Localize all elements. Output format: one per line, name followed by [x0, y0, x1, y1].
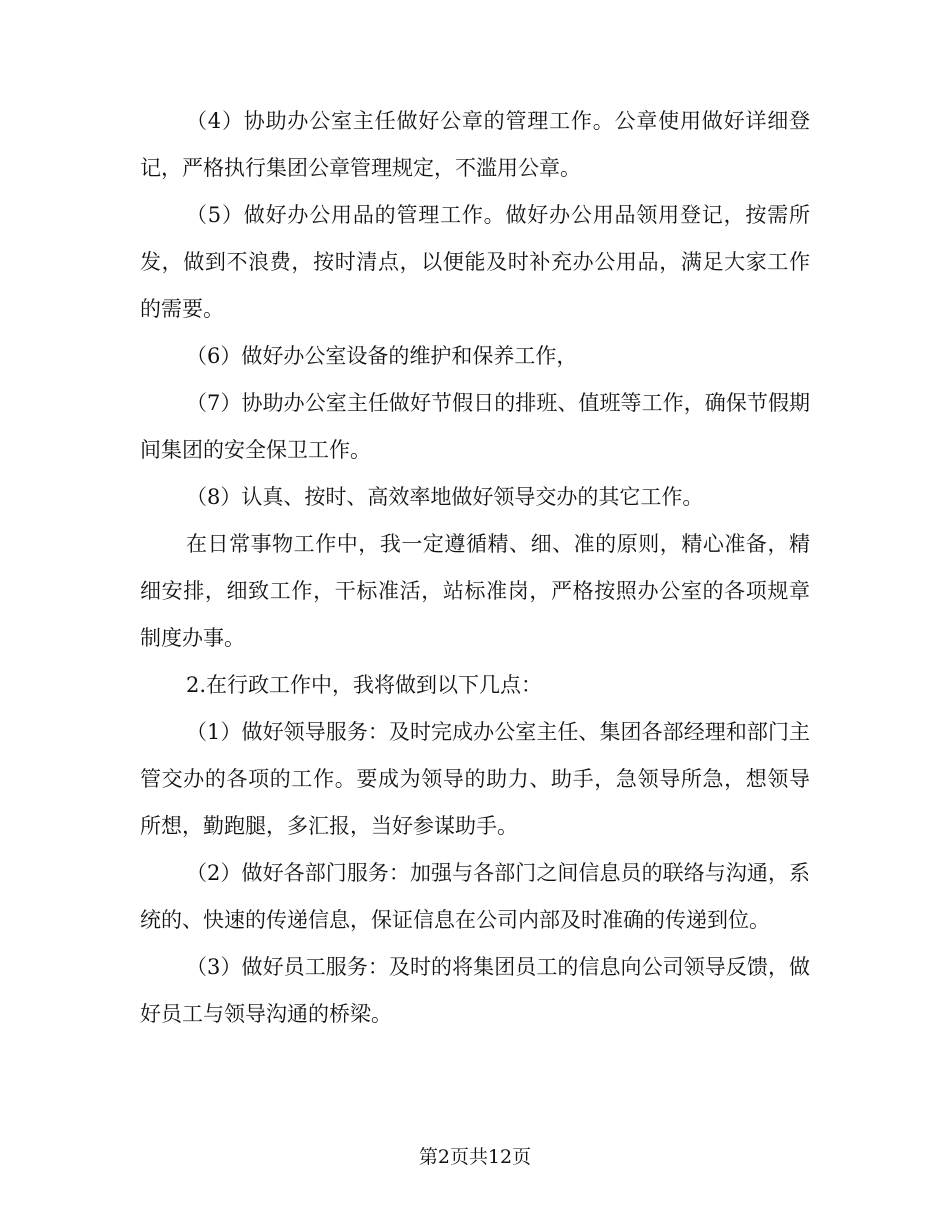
- page-number-footer: 第2页共12页: [418, 1146, 532, 1168]
- paragraph-employee-service: （3）做好员工服务：及时的将集团员工的信息向公司领导反馈，做好员工与领导沟通的桥梁。: [140, 955, 810, 1026]
- paragraph-item-7: （7）协助办公室主任做好节假日的排班、值班等工作，确保节假期间集团的安全保卫工作。: [140, 391, 810, 462]
- paragraph-item-5: （5）做好办公用品的管理工作。做好办公用品领用登记，按需所发，做到不浪费，按时清点，以便能及时补充办公用品，满足大家工作的需要。: [140, 203, 810, 321]
- paragraph-item-8: （8）认真、按时、高效率地做好领导交办的其它工作。: [186, 485, 704, 509]
- paragraph-daily-work: 在日常事物工作中，我一定遵循精、细、准的原则，精心准备，精细安排，细致工作，干标准活，站标准岗，严格按照办公室的各项规章制度办事。: [140, 532, 810, 650]
- paragraph-leader-service: （1）做好领导服务：及时完成办公室主任、集团各部经理和部门主管交办的各项的工作。要成为领导的助力、助手，急领导所急，想领导所想，勤跑腿，多汇报，当好参谋助手。: [140, 720, 810, 838]
- paragraph-department-service: （2）做好各部门服务：加强与各部门之间信息员的联络与沟通，系统的、快速的传递信息，保证信息在公司内部及时准确的传递到位。: [140, 861, 810, 932]
- document-body: [140, 98, 810, 1038]
- paragraph-item-4: （4）协助办公室主任做好公章的管理工作。公章使用做好详细登记，严格执行集团公章管理规定，不滥用公章。: [140, 109, 810, 180]
- section-heading-admin: 2.在行政工作中，我将做到以下几点：: [186, 673, 543, 697]
- paragraph-item-6: （6）做好办公室设备的维护和保养工作，: [186, 344, 578, 368]
